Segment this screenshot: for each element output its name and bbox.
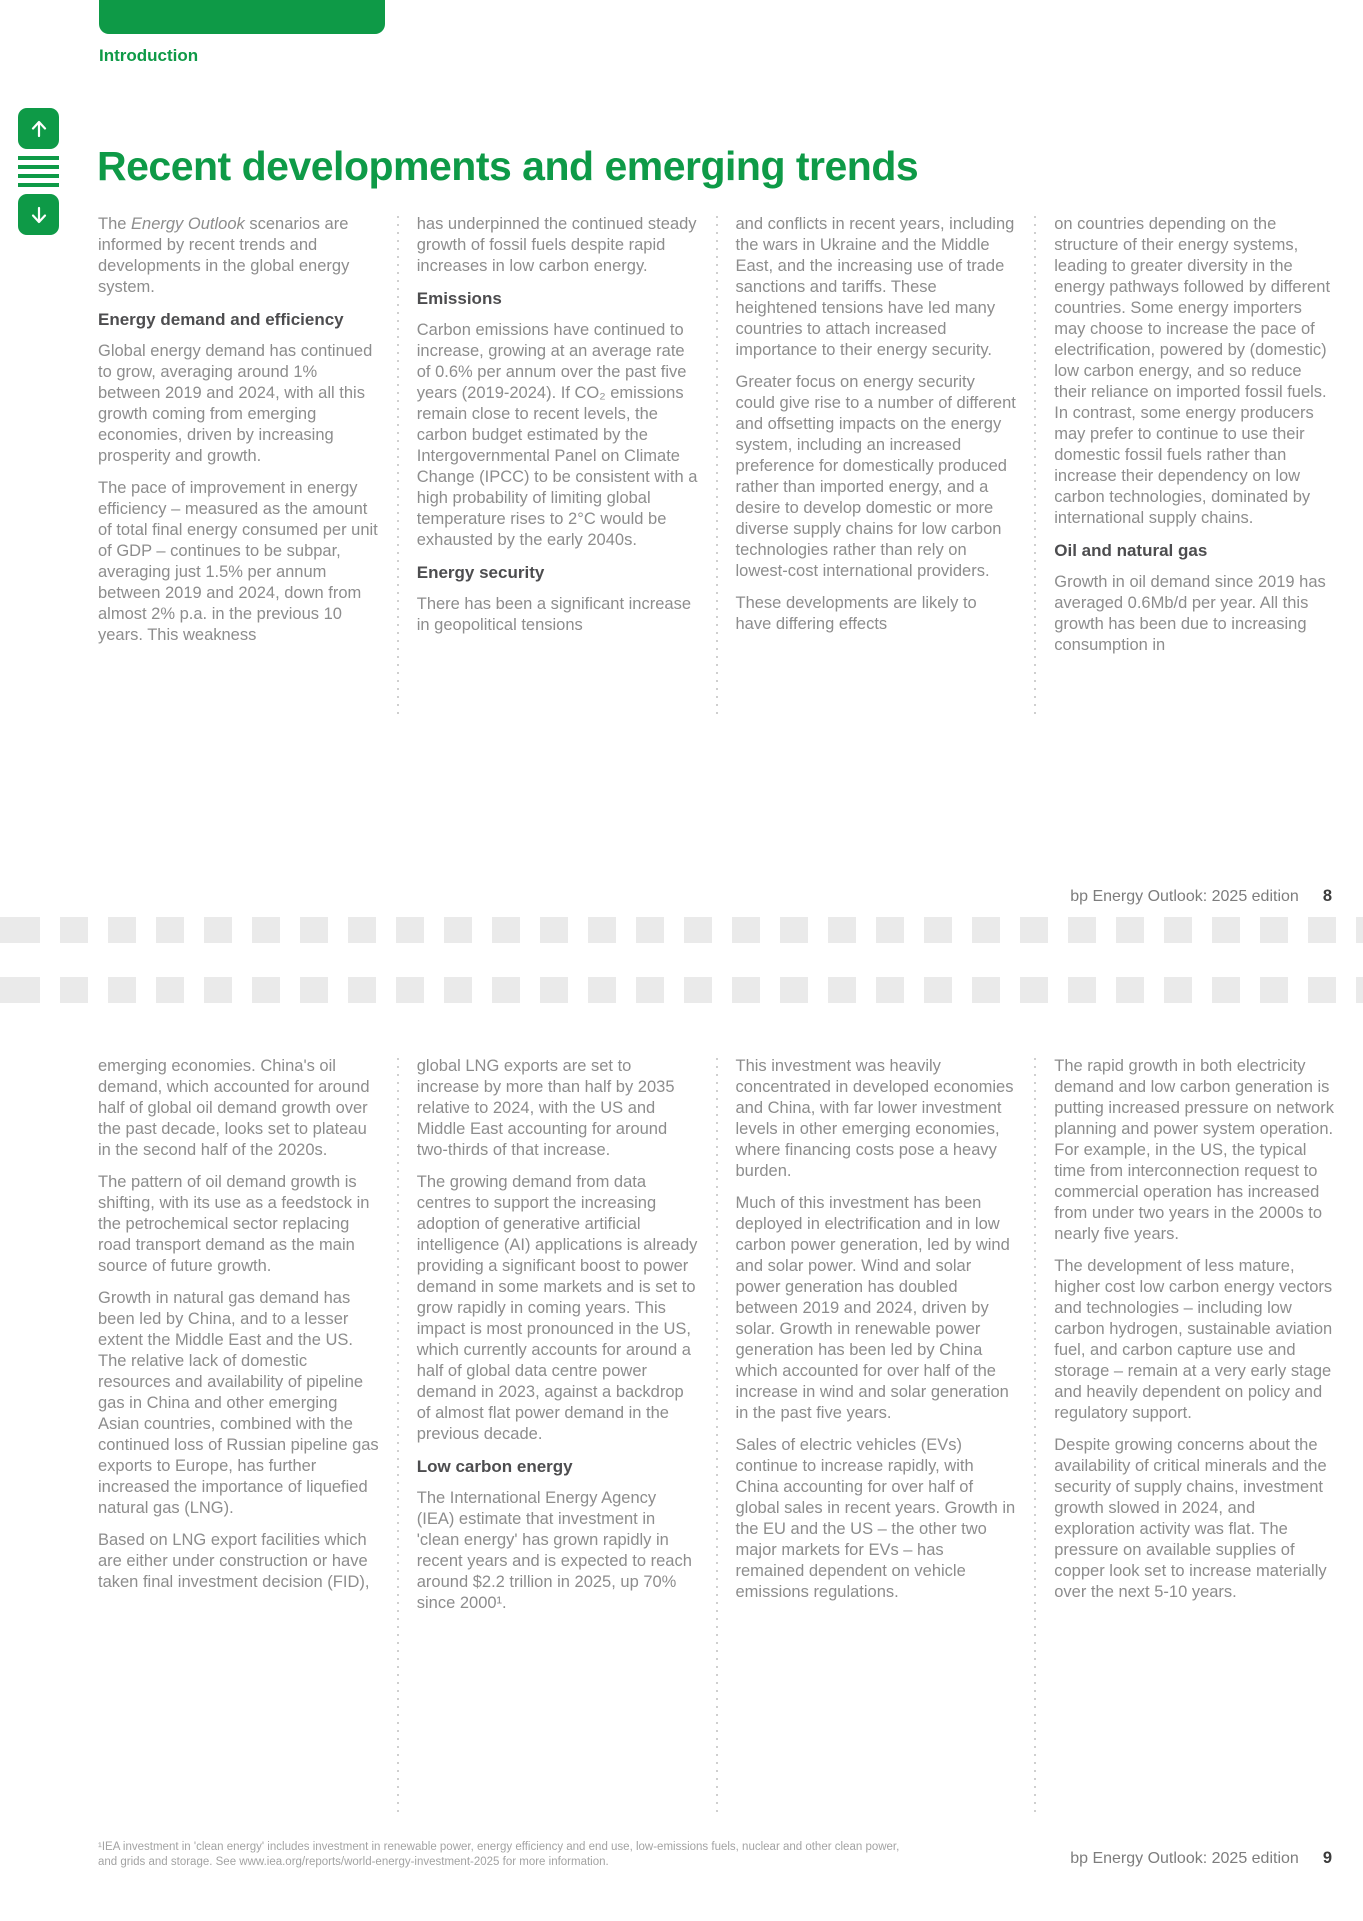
footnote: ¹IEA investment in 'clean energy' includes investment in renewable power, energy efficiency and end use, low-emissions fuels, nuclear and other clean power, and grids and storage. See www.iea.org/reports/world-energy-investment-2025 for more information. [98,1841,900,1868]
column-heading: Oil and natural gas [1054,541,1208,560]
column-paragraph: Carbon emissions have continued to increase, growing at an average rate of 0.6% per annum over the past five years (2019-2024). If CO₂ emissions remain close to recent levels, the carbon budget estimated by the Intergovernmental Panel on Climate Change (IPCC) to be consistent with a high probability of limiting global temperature rises to 2°C would be exhausted by the early 2040s. [416,321,698,549]
scroll-up-button[interactable] [18,108,59,149]
column-paragraph: on countries depending on the structure of their energy systems, leading to greater diversity in the energy pathways followed by different countries. Some energy importers may choose to increase the pace of electrification, powered by (domestic) low carbon energy, and so reduce their reliance on imported fossil fuels. In contrast, some energy producers may prefer to continue to use their domestic fossil fuels rather than increase their dependency on low carbon technologies, dominated by international supply chains. [1054,215,1331,527]
column-paragraph: global LNG exports are set to increase by more than half by 2035 relative to 2024, with the US and Middle East accounting for around two-thirds of that increase. [416,1057,675,1159]
column-heading: Energy demand and efficiency [98,310,344,329]
column-paragraph: These developments are likely to have differing effects [735,594,977,633]
column-heading: Low carbon energy [416,1457,573,1476]
text-column-4 [1054,1056,1335,1818]
column-paragraph: Based on LNG export facilities which are either under construction or have taken final investment decision (FID), [98,1531,370,1591]
column-paragraph: Sales of electric vehicles (EVs) continue to increase rapidly, with China accounting for over half of global sales in recent years. Growth in the EU and the US – the other two major markets for EVs – has remained dependent on vehicle emissions regulations. [735,1436,1016,1601]
footer-publication-title: bp Energy Outlook: 2025 edition [1070,888,1299,905]
page1-columns [98,214,1335,719]
column-paragraph: The growing demand from data centres to support the increasing adoption of generative artificial intelligence (AI) applications is already providing a significant boost to power demand in some markets and is set to grow rapidly in coming years. This impact is most pronounced in the US, which currently accounts for around a half of global data centre power demand in 2023, against a backdrop of almost flat power demand in the previous decade. [416,1173,698,1443]
footer-publication-title: bp Energy Outlook: 2025 edition [1070,1850,1299,1867]
page1-footer [1070,887,1332,906]
page-title: Recent developments and emerging trends [97,143,919,189]
column-paragraph: The International Energy Agency (IEA) estimate that investment in 'clean energy' has grown rapidly in recent years and is expected to reach around $2.2 trillion in 2025, up 70% since 2000¹. [416,1489,692,1612]
page2-footer [1070,1849,1332,1868]
column-paragraph: has underpinned the continued steady growth of fossil fuels despite rapid increases in low carbon energy. [416,215,697,275]
column-paragraph: Growth in oil demand since 2019 has averaged 0.6Mb/d per year. All this growth has been due to increasing consumption in [1054,573,1326,654]
column-paragraph: This investment was heavily concentrated in developed economies and China, with far lower investment levels in other emerging economies, where financing costs pose a heavy burden. [735,1057,1014,1180]
column-paragraph: Greater focus on energy security could give rise to a number of different and offsetting impacts on the energy system, including an increased preference for domestically produced rather than imported energy, and a desire to develop domestic or more diverse supply chains for low carbon technologies rather than rely on lowest-cost international providers. [735,373,1016,580]
column-paragraph: The pace of improvement in energy efficiency – measured as the amount of total final energy consumed per unit of GDP – continues to be subpar, averaging just 1.5% per annum between 2019 and 2024, down from almost 2% p.a. in the previous 10 years. This weakness [98,479,378,644]
column-paragraph: emerging economies. China's oil demand, which accounted for around half of global oil demand growth over the past decade, looks set to plateau in the second half of the 2020s. [98,1057,370,1159]
scroll-down-button[interactable] [18,194,59,235]
page-number: 9 [1322,1849,1332,1867]
column-heading: Emissions [416,289,502,308]
column-paragraph: Growth in natural gas demand has been led by China, and to a lesser extent the Middle East and the US. The relative lack of domestic resources and availability of pipeline gas in China and other emerging Asian countries, combined with the continued loss of Russian pipeline gas exports to Europe, has further increased the importance of liquefied natural gas (LNG). [98,1289,379,1517]
column-paragraph: The Energy Outlook scenarios are informed by recent trends and developments in the global energy system. [98,215,350,296]
column-paragraph: The rapid growth in both electricity demand and low carbon generation is putting increased pressure on network planning and power system operation. For example, in the US, the typical time from interconnection request to commercial operation has increased from under two years in the 2000s to nearly five years. [1054,1057,1334,1243]
text-column-3 [736,214,1017,719]
column-paragraph: Despite growing concerns about the availability of critical minerals and the security of supply chains, investment growth slowed in 2024, and exploration activity was flat. The pressure on available supplies of copper look set to increase materially over the next 5-10 years. [1054,1436,1327,1601]
text-column-2 [417,1056,698,1818]
text-column-1 [98,1056,379,1818]
menu-line [18,174,59,178]
arrow-down-icon [27,203,51,227]
side-nav [18,108,59,235]
text-column-2 [417,214,698,719]
page-edge-perforation-top [0,977,1363,1003]
menu-line [18,183,59,187]
column-paragraph: The pattern of oil demand growth is shifting, with its use as a feedstock in the petrochemical sector replacing road transport demand as the main source of future growth. [98,1173,370,1275]
column-paragraph: The development of less mature, higher cost low carbon energy vectors and technologies – including low carbon hydrogen, sustainable aviation fuel, and carbon capture use and storage – remain at a very early stage and heavily dependent on policy and regulatory support. [1054,1257,1333,1422]
column-paragraph: and conflicts in recent years, including the wars in Ukraine and the Middle East, and the increasing use of trade sanctions and tariffs. These heightened tensions have led many countries to attach increased importance to their energy security. [735,215,1015,359]
page-number: 8 [1322,887,1332,905]
menu-button[interactable] [18,156,59,187]
menu-line [18,156,59,160]
section-tab [99,0,385,34]
text-column-3 [736,1056,1017,1818]
text-column-4 [1054,214,1335,719]
column-paragraph: Much of this investment has been deployed in electrification and in low carbon power generation, led by wind and solar power. Wind and solar power generation has doubled between 2019 and 2024, driven by solar. Growth in renewable power generation has been led by China which accounted for over half of the increase in wind and solar generation in the past five years. [735,1194,1010,1422]
column-heading: Energy security [416,563,545,582]
arrow-up-icon [27,117,51,141]
page2-columns [98,1056,1335,1818]
section-label: Introduction [99,46,199,65]
column-paragraph: Global energy demand has continued to grow, averaging around 1% between 2019 and 2024, with all this growth coming from emerging economies, driven by increasing prosperity and growth. [98,342,373,465]
page-edge-perforation-bottom [0,917,1363,943]
text-column-1 [98,214,379,719]
column-paragraph: There has been a significant increase in geopolitical tensions [416,595,691,634]
menu-line [18,165,59,169]
